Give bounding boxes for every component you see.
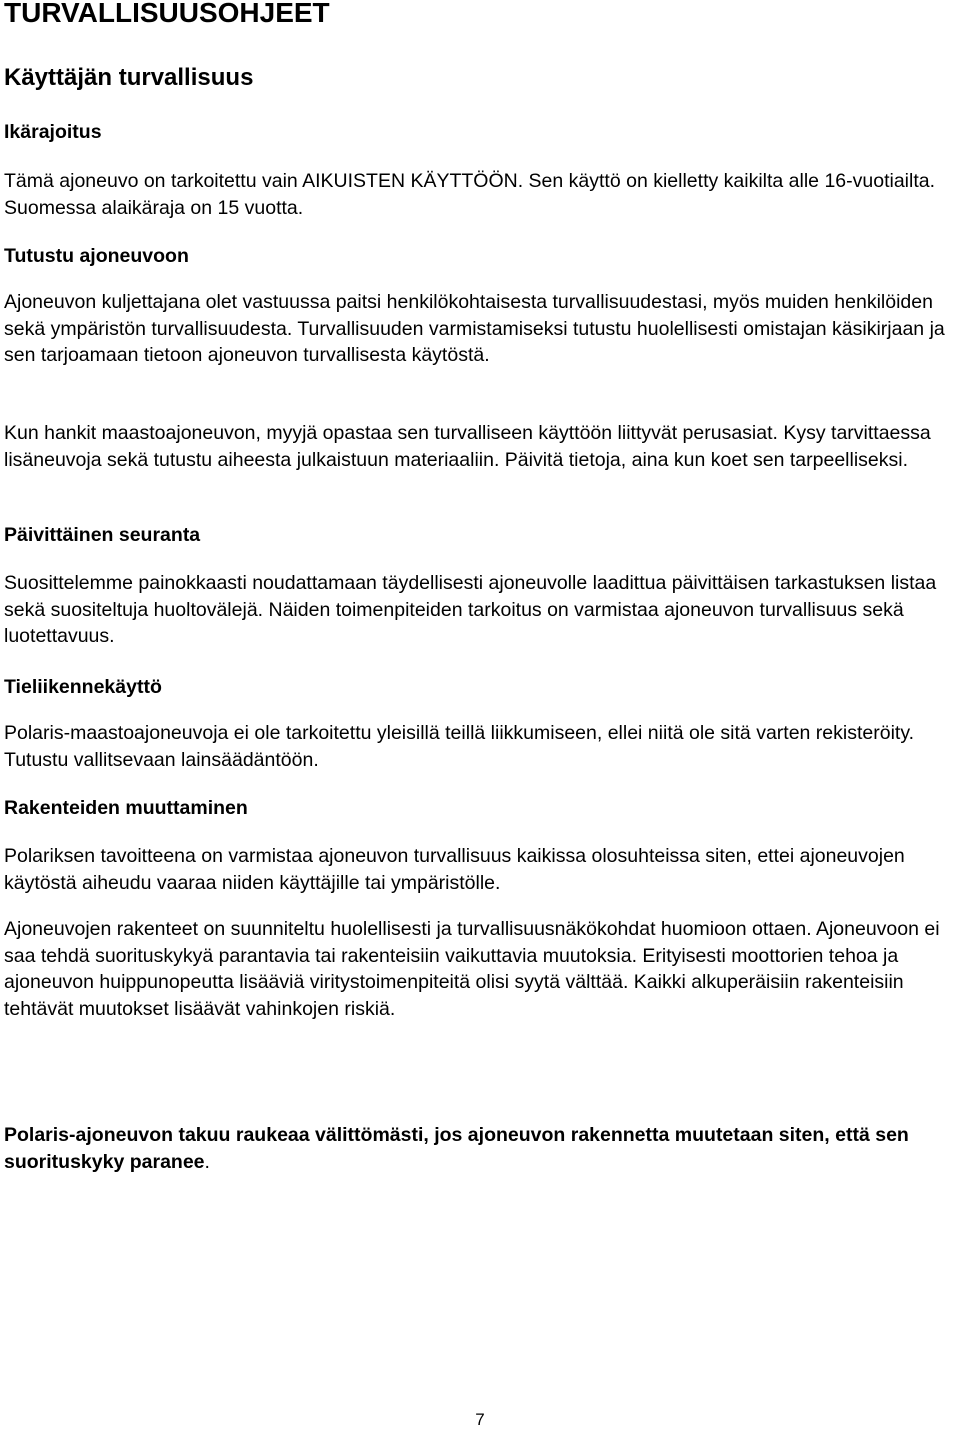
section-paragraph: Suosittelemme painokkaasti noudattamaan täydellisesti ajoneuvolle laadittua päivittäisen tarkastuksen listaa sekä suositeltuja huoltovälejä. Näiden toimenpiteiden tarkoitus on varmistaa ajoneuvon turvallisuus sekä luotettavuus.: [4, 572, 937, 647]
section-heading-road-use: Tieliikennekäyttö: [4, 676, 162, 698]
warranty-warning: [4, 1122, 956, 1175]
section-paragraph: Polaris-maastoajoneuvoja ei ole tarkoitettu yleisillä teillä liikkumiseen, ellei niitä ole sitä varten rekisteröity. Tutustu vallitsevaan lainsäädäntöön.: [4, 722, 915, 771]
section-heading-age-limit: Ikärajoitus: [4, 121, 102, 143]
section-heading-structural-modifications: Rakenteiden muuttaminen: [4, 797, 248, 819]
warranty-warning-text: Polaris-ajoneuvon takuu raukeaa välittömästi, jos ajoneuvon rakennetta muutetaan siten, että sen suorituskyky paranee: [4, 1124, 909, 1173]
section-heading-daily-monitoring: Päivittäinen seuranta: [4, 524, 201, 546]
warranty-warning-end: .: [204, 1150, 210, 1173]
section-heading-get-to-know-vehicle: Tutustu ajoneuvoon: [4, 245, 189, 267]
document-subtitle: Käyttäjän turvallisuus: [4, 64, 254, 91]
section-paragraph: Ajoneuvojen rakenteet on suunniteltu huolellisesti ja turvallisuusnäkökohdat huomioon ottaen. Ajoneuvoon ei saa tehdä suorituskykyä parantavia tai rakenteisiin vaikuttavia muutoksia. Erityisesti moottorien tehoa ja ajoneuvon huippunopeutta lisääviä viritystoimenpiteitä olisi syytä välttää. Kaikki alkuperäisiin rakenteisiin tehtävät muutokset lisäävät vahinkojen riskiä.: [4, 918, 940, 1020]
page-number: 7: [475, 1410, 485, 1429]
section-paragraph: Tämä ajoneuvo on tarkoitettu vain AIKUISTEN KÄYTTÖÖN. Sen käyttö on kielletty kaikilta alle 16-vuotiailta. Suomessa alaikäraja on 15 vuotta.: [4, 170, 936, 219]
section-paragraph: Ajoneuvon kuljettajana olet vastuussa paitsi henkilökohtaisesta turvallisuudestasi, myös muiden henkilöiden sekä ympäristön turvallisuudesta. Turvallisuuden varmistamiseksi tutustu huolellisesti omistajan käsikirjaan ja sen tarjoamaan tietoon ajoneuvon turvallisesta käytöstä.: [4, 291, 945, 366]
section-paragraph: Polariksen tavoitteena on varmistaa ajoneuvon turvallisuus kaikissa olosuhteissa siten, ettei ajoneuvojen käytöstä aiheudu vaaraa niiden käyttäjille tai ympäristölle.: [4, 845, 905, 894]
section-paragraph: Kun hankit maastoajoneuvon, myyjä opastaa sen turvalliseen käyttöön liittyvät perusasiat. Kysy tarvittaessa lisäneuvoja sekä tutustu aiheesta julkaistuun materiaaliin. Päivitä tietoja, aina kun koet sen tarpeelliseksi.: [4, 422, 931, 471]
document-title: TURVALLISUUSOHJEET: [4, 0, 330, 28]
